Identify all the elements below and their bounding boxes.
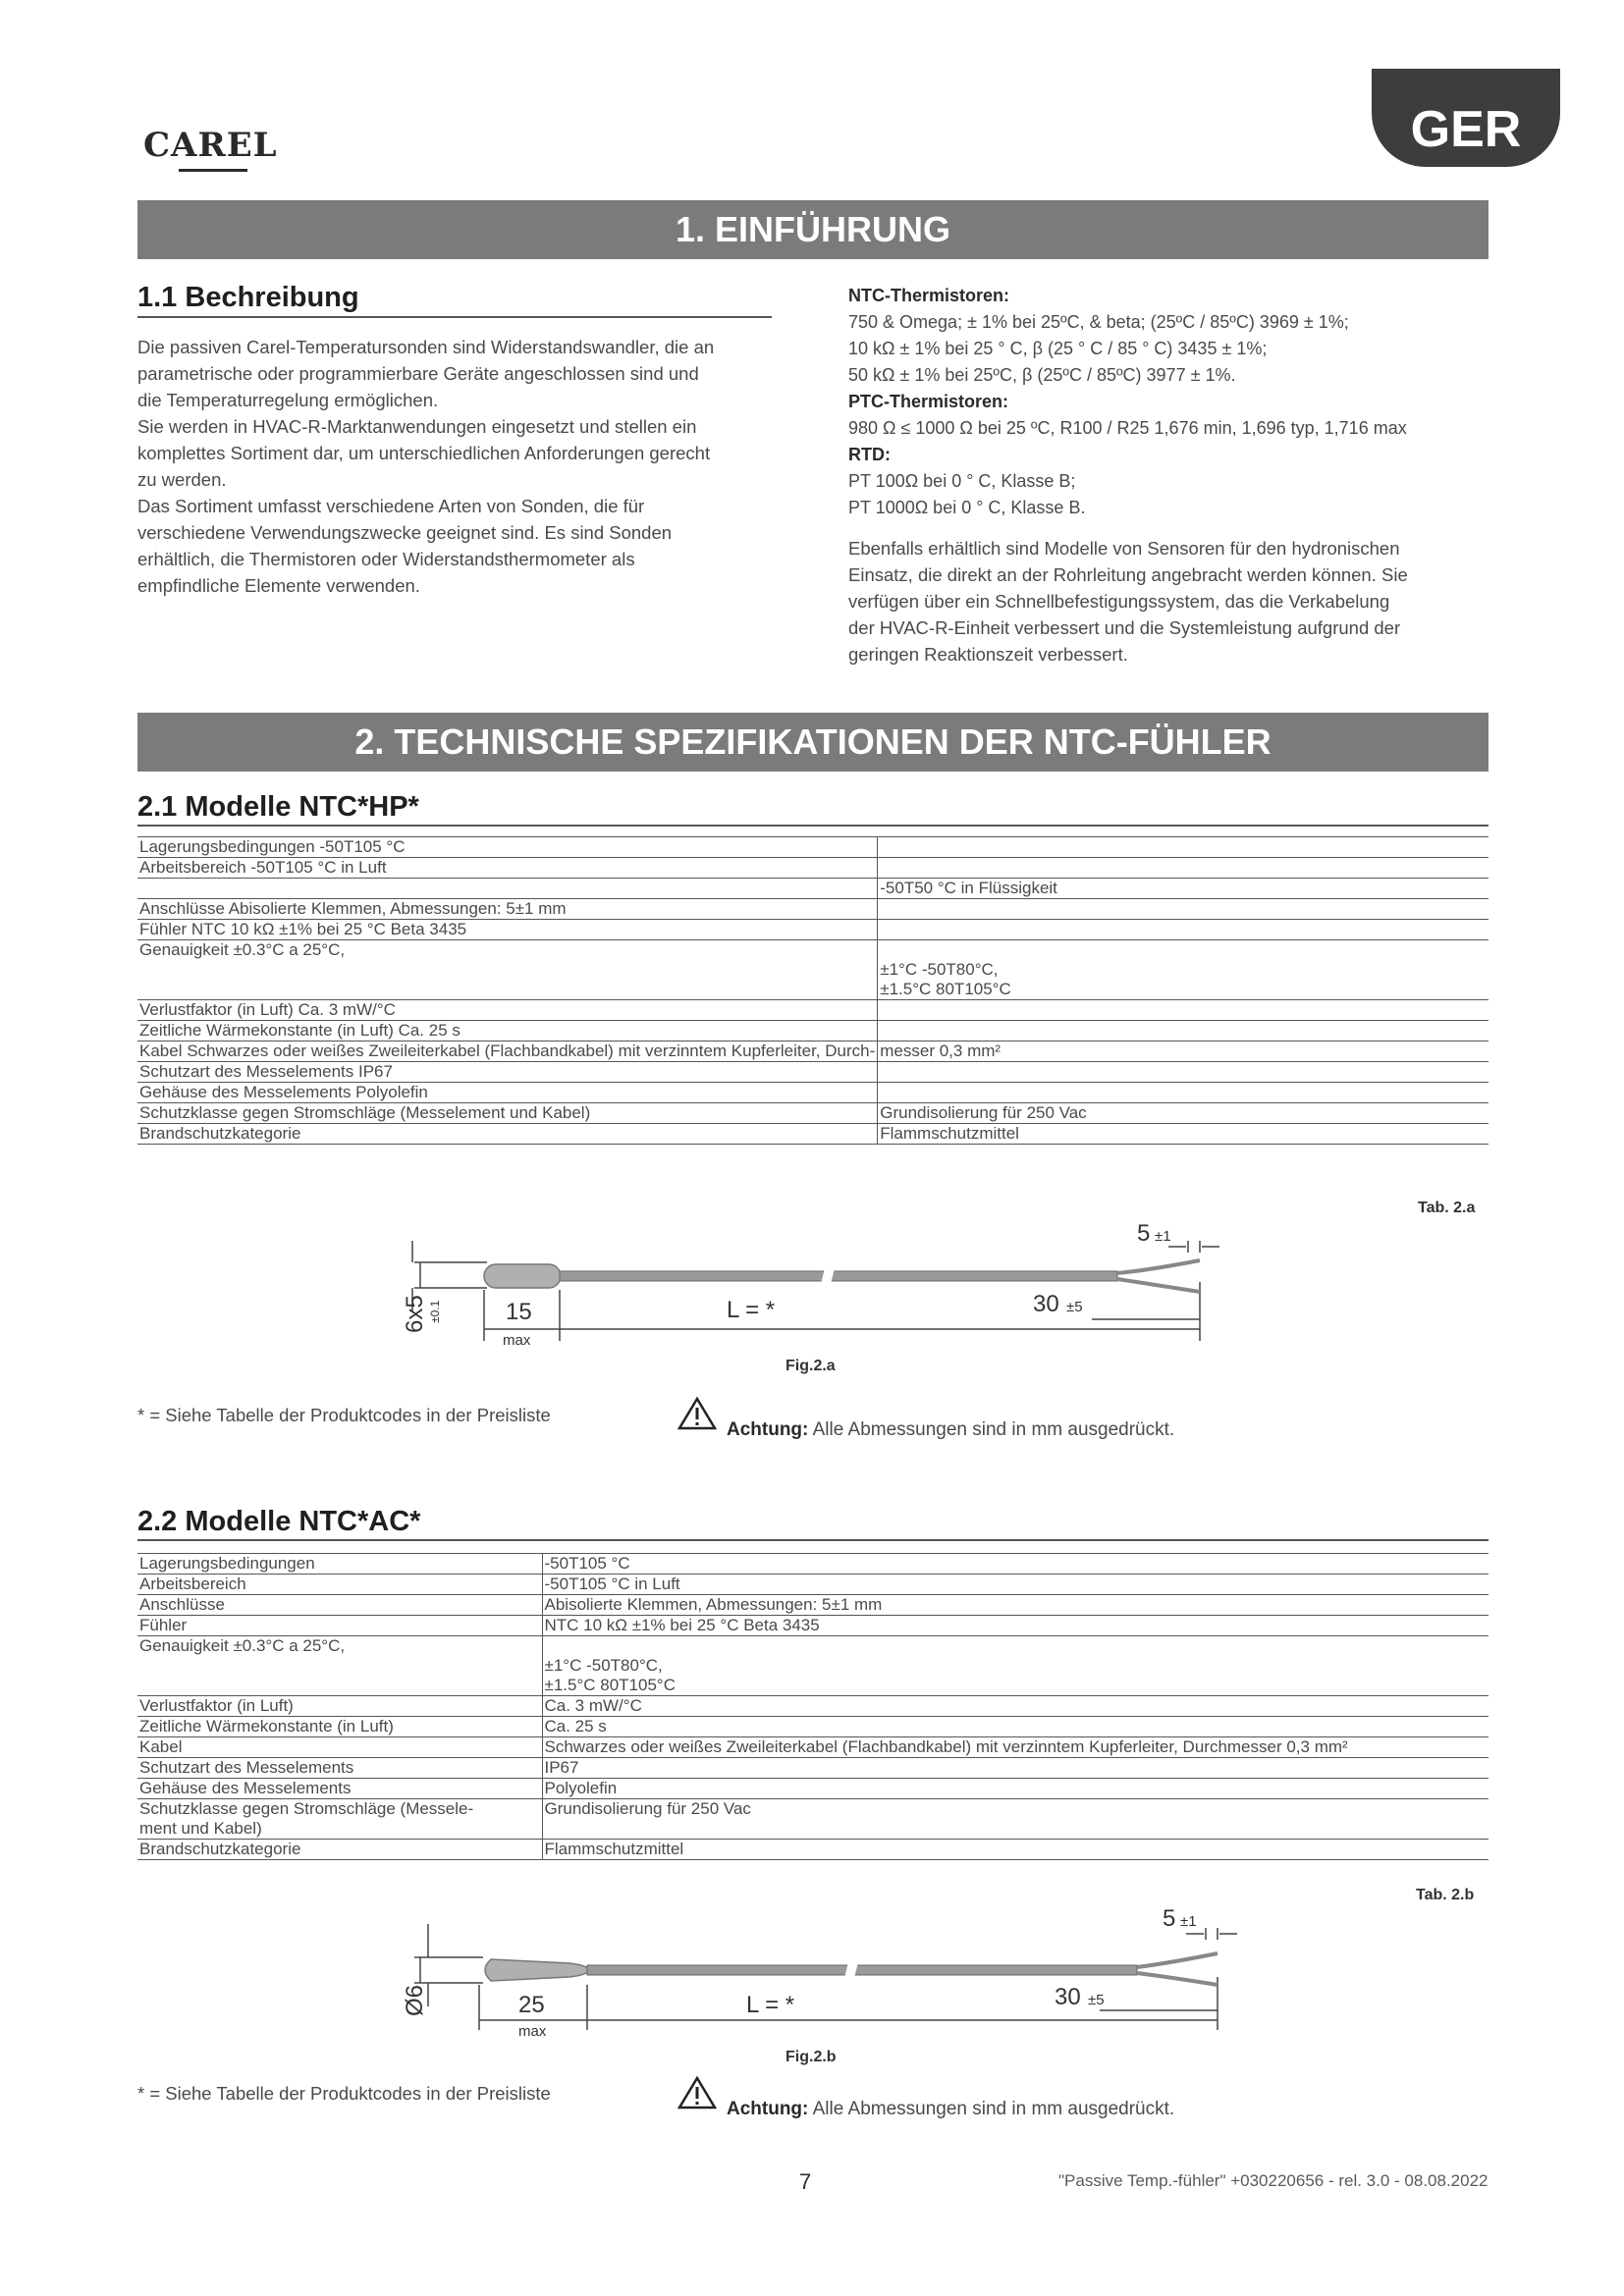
spec-row: [137, 1840, 1489, 1860]
spec-value-cell: Flammschutzmittel: [878, 1124, 1489, 1145]
spec-label-cell: Schutzklasse gegen Stromschläge (Messele- ment und Kabel): [137, 1799, 542, 1840]
spec-value-cell: Ca. 3 mW/°C: [542, 1696, 1489, 1717]
spec-value-cell: [878, 837, 1489, 858]
spec-label-cell: Kabel: [137, 1737, 542, 1758]
figure-2a-label: Fig.2.a: [785, 1358, 836, 1374]
spec-value-cell: Schwarzes oder weißes Zweileiterkabel (Flachbandkabel) mit verzinntem Kupferleiter, Durchmesser 0,3 mm²: [542, 1737, 1489, 1758]
probe-cable-2a: [560, 1271, 1117, 1281]
spec-row: [137, 899, 1489, 920]
spec-row: [137, 1616, 1489, 1636]
table-2a-label: Tab. 2.a: [1418, 1200, 1476, 1216]
spec-label-cell: Genauigkeit ±0.3°C a 25°C,: [137, 940, 878, 1000]
spec-value-cell: -50T105 °C in Luft: [542, 1575, 1489, 1595]
rtd-line: PT 100Ω bei 0 ° C, Klasse B;: [848, 471, 1076, 491]
spec-label-cell: Schutzart des Messelements IP67: [137, 1062, 878, 1083]
ntc-line: 10 kΩ ± 1% bei 25 ° C, β (25 ° C / 85 ° C) 3435 ± 1%;: [848, 339, 1268, 358]
spec-row: [137, 1717, 1489, 1737]
ptc-line: 980 Ω ≤ 1000 Ω bei 25 ºC, R100 / R25 1,676 min, 1,696 typ, 1,716 max: [848, 418, 1407, 438]
dim-diameter: 6x5: [402, 1295, 428, 1333]
spec-row: [137, 879, 1489, 899]
spec-label-cell: Genauigkeit ±0.3°C a 25°C,: [137, 1636, 542, 1696]
probe-diagram-2a: [393, 1213, 1257, 1353]
carel-logo: CAREL: [143, 126, 278, 165]
subsection-2-1-title: 2.1 Modelle NTC*HP*: [137, 791, 419, 823]
subsection-2-1-rule: [137, 825, 1489, 827]
warning-label: Achtung:: [727, 1419, 809, 1440]
hydronic-line: geringen Reaktionszeit verbessert.: [848, 644, 1128, 665]
spec-row: [137, 1083, 1489, 1103]
spec-row: [137, 920, 1489, 940]
spec-row: [137, 1041, 1489, 1062]
dim-strip: 30: [1055, 1984, 1081, 2010]
spec-value-cell: IP67: [542, 1758, 1489, 1779]
spec-value-cell: [878, 858, 1489, 879]
rtd-heading: RTD:: [848, 445, 891, 464]
spec-value-cell: [878, 1083, 1489, 1103]
spec-value-cell: [878, 1000, 1489, 1021]
rtd-line: PT 1000Ω bei 0 ° C, Klasse B.: [848, 498, 1086, 517]
spec-row: [137, 1554, 1489, 1575]
hydronic-line: Ebenfalls erhältlich sind Modelle von Sensoren für den hydronischen: [848, 538, 1400, 559]
hydronic-line: der HVAC-R-Einheit verbessert und die Systemleistung aufgrund der: [848, 617, 1401, 638]
spec-row: [137, 1021, 1489, 1041]
warning-label: Achtung:: [727, 2099, 809, 2119]
hydronic-paragraph: [848, 535, 1489, 667]
spec-label-cell: Fühler NTC 10 kΩ ±1% bei 25 °C Beta 3435: [137, 920, 878, 940]
hydronic-line: verfügen über ein Schnellbefestigungssystem, das die Verkabelung: [848, 591, 1390, 612]
spec-label-cell: Schutzart des Messelements: [137, 1758, 542, 1779]
wire-1-2b: [1137, 1953, 1218, 1967]
spec-label-cell: Zeitliche Wärmekonstante (in Luft) Ca. 25 s: [137, 1021, 878, 1041]
spec-label-cell: Schutzklasse gegen Stromschläge (Messelement und Kabel): [137, 1103, 878, 1124]
dim-diameter-tol: ±0.1: [428, 1300, 442, 1323]
spec-row: [137, 1575, 1489, 1595]
figure-2b-label: Fig.2.b: [785, 2049, 837, 2065]
hydronic-line: Einsatz, die direkt an der Rohrleitung angebracht werden können. Sie: [848, 564, 1408, 585]
ptc-heading: PTC-Thermistoren:: [848, 392, 1009, 411]
dim-strip-tol: ±5: [1088, 1992, 1105, 2008]
spec-label-cell: Brandschutzkategorie: [137, 1124, 878, 1145]
spec-value-cell: -50T105 °C: [542, 1554, 1489, 1575]
spec-row: [137, 1737, 1489, 1758]
probe-diagram-2b: [393, 1904, 1257, 2044]
spec-label-cell: Verlustfaktor (in Luft): [137, 1696, 542, 1717]
spec-label-cell: Anschlüsse: [137, 1595, 542, 1616]
description-line: verschiedene Verwendungszwecke geeignet sind. Es sind Sonden: [137, 522, 673, 543]
warning-text: Alle Abmessungen sind in mm ausgedrückt.: [808, 2099, 1175, 2119]
description-line: erhältlich, die Thermistoren oder Widerstandsthermometer als: [137, 549, 635, 569]
spec-label-cell: [137, 879, 878, 899]
spec-row: [137, 1062, 1489, 1083]
dim-head: 15: [506, 1299, 532, 1325]
wire-2-2a: [1117, 1279, 1200, 1292]
spec-row: [137, 1696, 1489, 1717]
logo-underline: [179, 169, 247, 172]
spec-label-cell: Lagerungsbedingungen -50T105 °C: [137, 837, 878, 858]
section-1-heading: 1. EINFÜHRUNG: [137, 200, 1489, 259]
subsection-2-2-rule: [137, 1539, 1489, 1541]
spec-label-cell: Arbeitsbereich -50T105 °C in Luft: [137, 858, 878, 879]
spec-row: [137, 1799, 1489, 1840]
footnote-2b: * = Siehe Tabelle der Produktcodes in der Preisliste: [137, 2083, 551, 2104]
warning-icon: [677, 2075, 717, 2110]
cable-break-mark: [821, 1268, 835, 1284]
description-line: parametrische oder programmierbare Geräte angeschlossen sind und: [137, 363, 699, 384]
spec-row: [137, 858, 1489, 879]
spec-row: [137, 1779, 1489, 1799]
dim-head: 25: [518, 1992, 545, 2018]
spec-label-cell: Lagerungsbedingungen: [137, 1554, 542, 1575]
spec-value-cell: messer 0,3 mm²: [878, 1041, 1489, 1062]
dim-diameter: Ø6: [402, 1984, 428, 2016]
probe-cable-2b: [587, 1965, 1137, 1975]
description-line: die Temperaturregelung ermöglichen.: [137, 390, 439, 410]
thermistor-specs: [848, 283, 1489, 667]
spec-label-cell: Fühler: [137, 1616, 542, 1636]
spec-label-cell: Kabel Schwarzes oder weißes Zweileiterkabel (Flachbandkabel) mit verzinntem Kupferleiter, Durch-: [137, 1041, 878, 1062]
subsection-1-1-title: 1.1 Bechreibung: [137, 282, 359, 313]
spec-value-cell: ±1°C -50T80°C, ±1.5°C 80T105°C: [542, 1636, 1489, 1696]
probe-head-2b: [485, 1959, 589, 1981]
spec-label-cell: Arbeitsbereich: [137, 1575, 542, 1595]
warning-icon: [677, 1396, 717, 1431]
dim-tip-tol: ±1: [1180, 1913, 1197, 1930]
spec-row: [137, 940, 1489, 1000]
spec-value-cell: Grundisolierung für 250 Vac: [878, 1103, 1489, 1124]
dim-tip: 5: [1137, 1220, 1151, 1247]
spec-value-cell: Grundisolierung für 250 Vac: [542, 1799, 1489, 1840]
spec-row: [137, 1124, 1489, 1145]
wire-2-2b: [1137, 1973, 1218, 1985]
warning-note-2b: [727, 2099, 1174, 2120]
spec-label-cell: Brandschutzkategorie: [137, 1840, 542, 1860]
spec-row: [137, 1000, 1489, 1021]
spec-value-cell: Polyolefin: [542, 1779, 1489, 1799]
spec-value-cell: Ca. 25 s: [542, 1717, 1489, 1737]
spec-label-cell: Anschlüsse Abisolierte Klemmen, Abmessungen: 5±1 mm: [137, 899, 878, 920]
spec-value-cell: Abisolierte Klemmen, Abmessungen: 5±1 mm: [542, 1595, 1489, 1616]
probe-head-2a: [484, 1264, 561, 1288]
dim-length: L = *: [727, 1297, 776, 1323]
description-line: Das Sortiment umfasst verschiedene Arten von Sonden, die für: [137, 496, 645, 516]
spec-row: [137, 837, 1489, 858]
spec-label-cell: Gehäuse des Messelements: [137, 1779, 542, 1799]
subsection-1-1-rule: [137, 316, 772, 318]
spec-row: [137, 1103, 1489, 1124]
cable-break-mark: [844, 1962, 858, 1978]
spec-value-cell: Flammschutzmittel: [542, 1840, 1489, 1860]
dim-length: L = *: [746, 1992, 795, 2018]
dim-tip-tol: ±1: [1155, 1228, 1171, 1245]
wire-1-2a: [1117, 1260, 1200, 1273]
description-line: Die passiven Carel-Temperatursonden sind Widerstandswandler, die an: [137, 337, 715, 357]
ac-spec-table: [137, 1553, 1489, 1860]
footnote-2a: * = Siehe Tabelle der Produktcodes in der Preisliste: [137, 1405, 551, 1425]
spec-value-cell: [878, 920, 1489, 940]
ntc-heading: NTC-Thermistoren:: [848, 286, 1010, 305]
spec-value-cell: [878, 899, 1489, 920]
spec-value-cell: NTC 10 kΩ ±1% bei 25 °C Beta 3435: [542, 1616, 1489, 1636]
warning-note-2a: [727, 1419, 1174, 1441]
spec-value-cell: ±1°C -50T80°C, ±1.5°C 80T105°C: [878, 940, 1489, 1000]
spec-row: [137, 1595, 1489, 1616]
page-number: 7: [799, 2169, 812, 2194]
language-tab: GER: [1372, 69, 1560, 167]
table-2b-label: Tab. 2.b: [1416, 1887, 1475, 1903]
spec-label-cell: Gehäuse des Messelements Polyolefin: [137, 1083, 878, 1103]
description-line: zu werden.: [137, 469, 227, 490]
spec-row: [137, 1758, 1489, 1779]
spec-label-cell: Zeitliche Wärmekonstante (in Luft): [137, 1717, 542, 1737]
dim-max: max: [503, 1332, 531, 1349]
ntc-line: 750 & Omega; ± 1% bei 25ºC, & beta; (25ºC / 85ºC) 3969 ± 1%;: [848, 312, 1349, 332]
subsection-2-2-title: 2.2 Modelle NTC*AC*: [137, 1506, 421, 1537]
spec-label-cell: Verlustfaktor (in Luft) Ca. 3 mW/°C: [137, 1000, 878, 1021]
spec-value-cell: -50T50 °C in Flüssigkeit: [878, 879, 1489, 899]
spec-row: [137, 1636, 1489, 1696]
dim-max: max: [518, 2023, 547, 2040]
warning-text: Alle Abmessungen sind in mm ausgedrückt.: [808, 1419, 1175, 1440]
dim-strip: 30: [1033, 1291, 1059, 1317]
description-paragraph: [137, 334, 772, 599]
hp-spec-table: [137, 836, 1489, 1145]
description-line: komplettes Sortiment dar, um unterschiedlichen Anforderungen gerecht: [137, 443, 711, 463]
document-reference: "Passive Temp.-fühler" +030220656 - rel. 3.0 - 08.08.2022: [1058, 2171, 1489, 2190]
dim-tip: 5: [1163, 1905, 1176, 1932]
description-line: empfindliche Elemente verwenden.: [137, 575, 420, 596]
ntc-line: 50 kΩ ± 1% bei 25ºC, β (25ºC / 85ºC) 3977 ± 1%.: [848, 365, 1236, 385]
dim-strip-tol: ±5: [1066, 1299, 1083, 1315]
section-2-heading: 2. TECHNISCHE SPEZIFIKATIONEN DER NTC-FÜHLER: [137, 713, 1489, 772]
spec-value-cell: [878, 1021, 1489, 1041]
description-line: Sie werden in HVAC-R-Marktanwendungen eingesetzt und stellen ein: [137, 416, 697, 437]
spec-value-cell: [878, 1062, 1489, 1083]
